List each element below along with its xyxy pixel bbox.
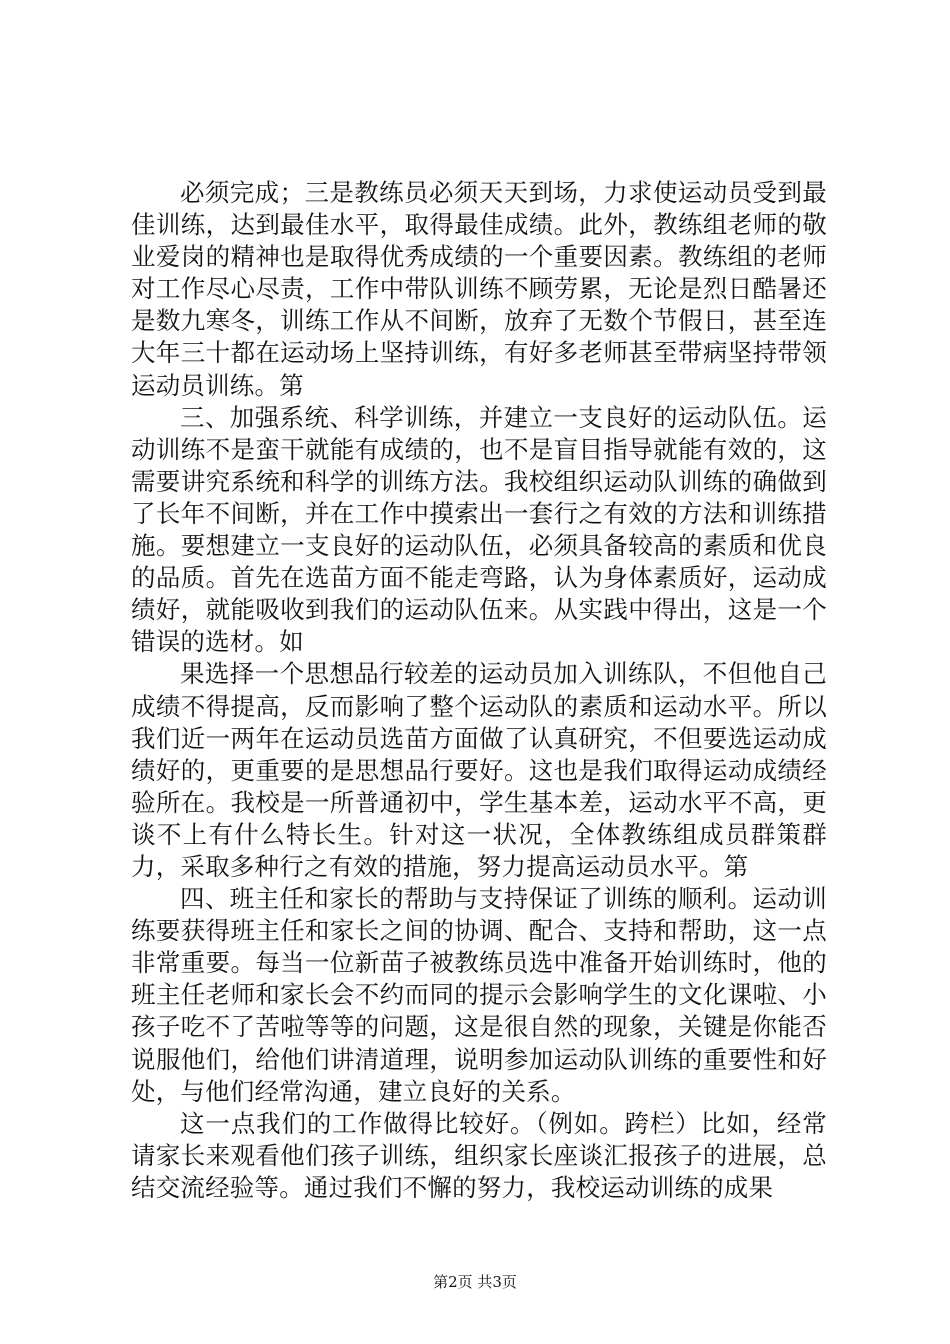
page-footer: 第2页 共3页 [433, 1273, 517, 1291]
paragraph-5: 这一点我们的工作做得比较好。（例如。跨栏）比如，经常请家长来观看他们孩子训练，组织家长座谈汇报孩子的进展，总结交流经验等。通过我们不懈的努力，我校运动训练的成果 [131, 1108, 827, 1202]
paragraph-1: 必须完成；三是教练员必须天天到场，力求使运动员受到最佳训练，达到最佳水平，取得最佳成绩。此外，教练组老师的敬业爱岗的精神也是取得优秀成绩的一个重要因素。教练组的老师对工作尽心尽责，工作中带队训练不顾劳累，无论是烈日酷暑还是数九寒冬，训练工作从不间断，放弃了无数个节假日，甚至连大年三十都在运动场上坚持训练，有好多老师甚至带病坚持带领运动员训练。第 [131, 178, 827, 400]
paragraph-4: 四、班主任和家长的帮助与支持保证了训练的顺利。运动训练要获得班主任和家长之间的协调、配合、支持和帮助，这一点非常重要。每当一位新苗子被教练员选中准备开始训练时，他的班主任老师和家长会不约而同的提示会影响学生的文化课啦、小孩子吃不了苦啦等等的问题，这是很自然的现象，关键是你能否说服他们，给他们讲清道理，说明参加运动队训练的重要性和好处，与他们经常沟通，建立良好的关系。 [131, 884, 827, 1106]
paragraph-2: 三、加强系统、科学训练，并建立一支良好的运动队伍。运动训练不是蛮干就能有成绩的，也不是盲目指导就能有效的，这需要讲究系统和科学的训练方法。我校组织运动队训练的确做到了长年不间断，并在工作中摸索出一套行之有效的方法和训练措施。要想建立一支良好的运动队伍，必须具备较高的素质和优良的品质。首先在选苗方面不能走弯路，认为身体素质好，运动成绩好，就能吸收到我们的运动队伍来。从实践中得出，这是一个错误的选材。如 [131, 402, 827, 657]
paragraph-3: 果选择一个思想品行较差的运动员加入训练队，不但他自己成绩不得提高，反而影响了整个运动队的素质和运动水平。所以我们近一两年在运动员选苗方面做了认真研究，不但要选运动成绩好的，更重要的是思想品行要好。这也是我们取得运动成绩经验所在。我校是一所普通初中，学生基本差，运动水平不高，更谈不上有什么特长生。针对这一状况，全体教练组成员群策群力，采取多种行之有效的措施，努力提高运动员水平。第 [131, 659, 827, 881]
body-text [131, 177, 827, 1204]
